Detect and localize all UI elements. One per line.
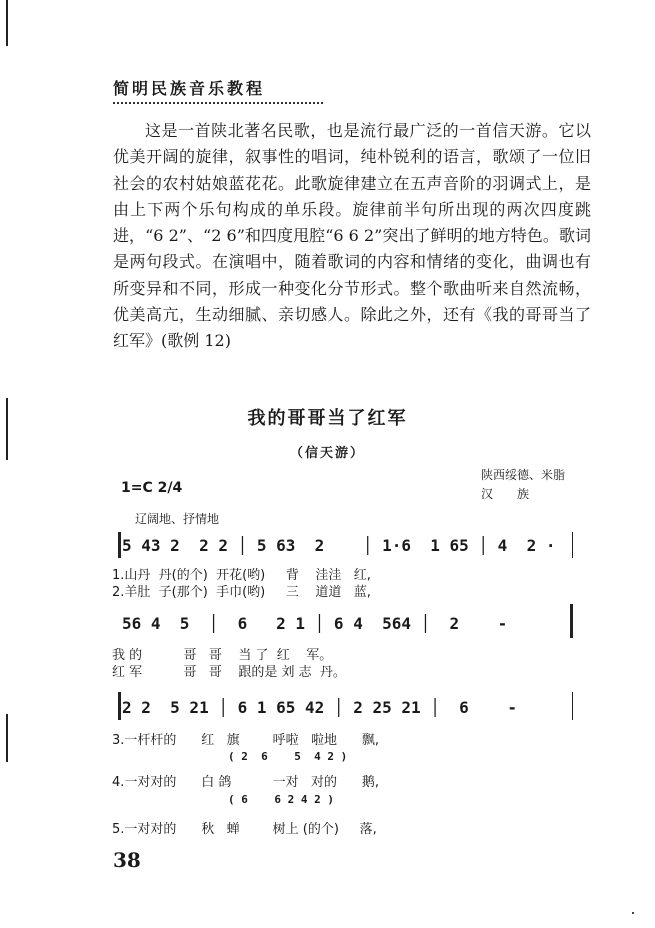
lyric-row: 红 军 哥 哥 跟的是 刘 志 丹。 <box>112 665 346 680</box>
notation-row: 5 43 2 2 2 │ 5 63 2 │ 1·6 1 65 │ 4 2 · <box>122 536 556 555</box>
variant-notation: ( 2 6 5 4 2 ) <box>228 750 348 763</box>
page-edge-mark <box>6 714 8 762</box>
score-barline <box>572 692 573 720</box>
song-subtitle: （信天游） <box>289 446 365 461</box>
page-edge-mark <box>6 0 8 46</box>
lyric-row: 1.山丹 丹(的个) 开花(哟) 背 洼洼 红, <box>112 568 371 583</box>
lyric-row: 4.一对对的 白 鸽 一对 对的 鹅, <box>112 775 379 790</box>
song-title: 我的哥哥当了红军 <box>247 408 408 429</box>
key-signature: 1=C 2/4 <box>121 480 183 496</box>
header-rule <box>113 102 323 104</box>
lyric-row: 我 的 哥 哥 当 了 红 军。 <box>112 648 333 663</box>
credit-region: 陕西绥德、米脂 <box>481 468 566 482</box>
paragraph: 这是一首陕北著名民歌，也是流行最广泛的一首信天游。它以优美开阔的旋律，叙事性的唱词，纯朴锐利的语言，歌颂了一位旧社会的农村姑娘蓝花花。此歌旋律建立在五声音阶的羽调式上，是由上下两个乐句构成的单乐段。旋律前半句所出现的两次四度跳进，“6 2”、“2 6”和四度甩腔“6 6 2”突出了鲜明的地方特色。歌词是两句段式。在演唱中，随着歌词的内容和情绪的变化，曲调也有所变异和不同，形成一种变化分节形式。整个歌曲听来自然流畅，优美高亢，生动细腻、亲切感人。除此之外，还有《我的哥哥当了红军》(歌例 12) <box>113 121 591 351</box>
score-barline <box>118 692 121 720</box>
body-text <box>113 118 591 355</box>
lyric-row: 5.一对对的 秋 蝉 树上 (的个) 落, <box>112 822 377 837</box>
score-barline <box>118 532 121 558</box>
tempo-marking: 辽阔地、抒情地 <box>135 512 220 526</box>
scan-speck <box>632 912 634 914</box>
lyric-row: 3.一杆杆的 红 旗 呼啦 啦地 飘, <box>112 733 379 748</box>
credit-ethnicity: 汉 族 <box>481 487 530 501</box>
page-number: 38 <box>113 848 141 872</box>
lyric-row: 2.羊肚 子(那个) 手巾(哟) 三 道道 蓝, <box>112 585 371 600</box>
score-barline <box>572 532 573 558</box>
notation-row: 2 2 5 21 │ 6 1 65 42 │ 2 25 21 │ 6 - <box>122 698 517 717</box>
notation-row: 56 4 5 │ 6 2 1 │ 6 4 564 │ 2 - <box>122 614 508 633</box>
score-barline <box>570 604 573 638</box>
song-credit <box>481 466 565 504</box>
running-header: 简明民族音乐教程 <box>113 79 266 98</box>
variant-notation: ( 6 6 2 4 2 ) <box>228 793 334 806</box>
